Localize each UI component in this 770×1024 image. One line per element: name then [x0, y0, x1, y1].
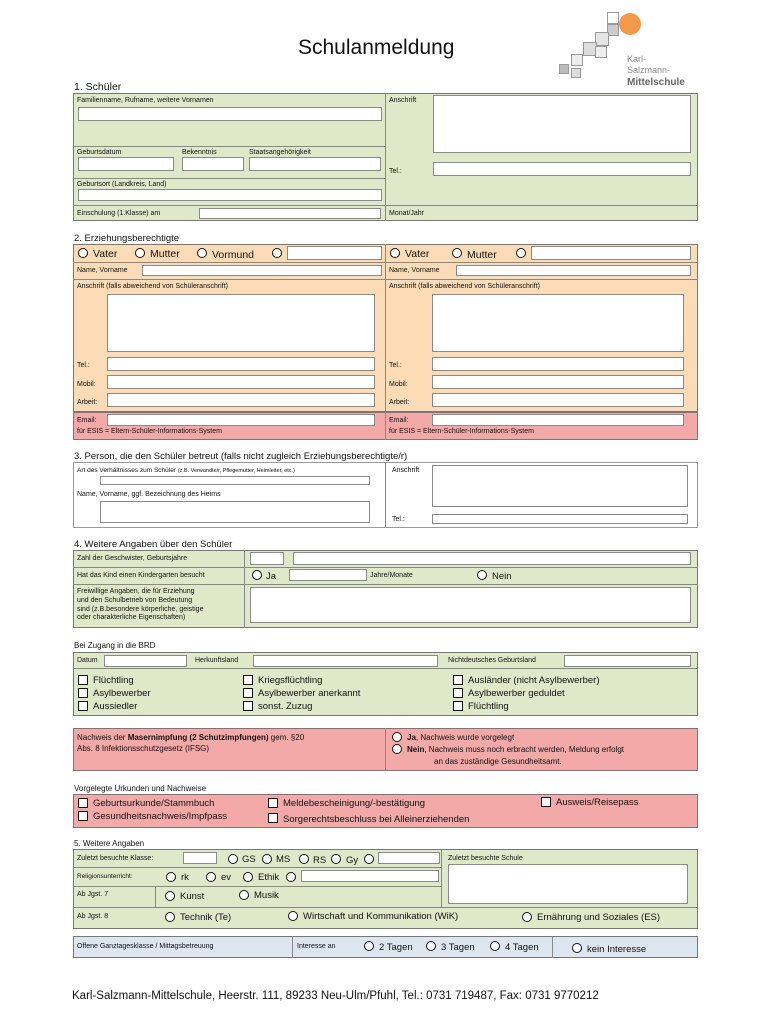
origin-country-field[interactable]	[253, 655, 438, 667]
measles-ja-radio[interactable]	[392, 732, 402, 742]
cb-asylbewerber[interactable]	[78, 688, 88, 698]
cb-asyl-geduldet[interactable]	[453, 688, 463, 698]
nationality-field[interactable]	[249, 157, 381, 171]
last-class-field[interactable]	[183, 852, 217, 864]
cb-ausweis[interactable]	[541, 797, 551, 807]
parent2-phone-field[interactable]	[432, 357, 684, 371]
religion-field[interactable]	[182, 157, 244, 171]
logo-circle-icon	[619, 13, 641, 35]
school-other-field[interactable]	[378, 852, 440, 864]
school-gs-radio[interactable]	[228, 854, 238, 864]
caregiver-relation-field[interactable]	[100, 476, 370, 485]
section-2-heading: 2. Erziehungsberechtigte	[74, 233, 180, 244]
cb-gesundheitsnachweis[interactable]	[78, 811, 88, 821]
care-2days-radio[interactable]	[364, 941, 374, 951]
page-title: Schulanmeldung	[298, 36, 455, 59]
birth-country-field[interactable]	[564, 655, 691, 667]
parent1-mobile-field[interactable]	[107, 375, 375, 389]
cb-meldebescheinigung[interactable]	[268, 798, 278, 808]
kita-duration-field[interactable]	[289, 569, 367, 581]
caregiver-phone-field[interactable]	[432, 514, 688, 524]
parent1-address-field[interactable]	[107, 294, 375, 352]
care-3days-radio[interactable]	[426, 941, 436, 951]
parent2-mutter-radio[interactable]	[452, 248, 462, 258]
parent2-other-field[interactable]	[531, 246, 691, 260]
cb-auslaender[interactable]	[453, 675, 463, 685]
brd-date-field[interactable]	[104, 655, 187, 667]
jgst8-technik-radio[interactable]	[165, 912, 175, 922]
caregiver-address-field[interactable]	[432, 465, 688, 507]
religion-ethik-radio[interactable]	[243, 872, 253, 882]
voluntary-info-field[interactable]	[250, 587, 691, 623]
measles-nein-radio[interactable]	[392, 744, 402, 754]
kita-ja-radio[interactable]	[252, 570, 262, 580]
cb-sonst-zuzug[interactable]	[243, 701, 253, 711]
parent1-vormund-radio[interactable]	[197, 248, 207, 258]
school-gy-radio[interactable]	[331, 854, 341, 864]
parent2-email-field[interactable]	[432, 414, 684, 426]
school-logo: Karl- Salzmann- Mittelschule	[555, 10, 705, 90]
student-phone-field[interactable]	[433, 162, 691, 176]
birthplace-field[interactable]	[78, 189, 382, 201]
jgst8-es-radio[interactable]	[522, 912, 532, 922]
parent2-other-radio[interactable]	[516, 248, 526, 258]
parent1-other-field[interactable]	[287, 246, 382, 260]
section-5-heading: 5. Weitere Angaben	[74, 839, 145, 848]
cb-fluechtling[interactable]	[78, 675, 88, 685]
kita-nein-radio[interactable]	[477, 570, 487, 580]
jgst7-musik-radio[interactable]	[239, 890, 249, 900]
footer-address: Karl-Salzmann-Mittelschule, Heerstr. 111, 89233 Neu-Ulm/Pfuhl, Tel.: 0731 719487, Fax: 0731 9770212	[72, 990, 599, 1002]
religion-other-radio[interactable]	[286, 872, 296, 882]
siblings-count-field[interactable]	[250, 552, 284, 565]
parent1-other-radio[interactable]	[272, 248, 282, 258]
parent1-name-field[interactable]	[142, 265, 382, 276]
caregiver-name-field[interactable]	[100, 501, 370, 523]
school-other-radio[interactable]	[364, 854, 374, 864]
cb-kriegsfluechtling[interactable]	[243, 675, 253, 685]
cb-aussiedler[interactable]	[78, 701, 88, 711]
parent1-mutter-radio[interactable]	[135, 248, 145, 258]
parent2-name-field[interactable]	[456, 265, 691, 276]
section-3-heading: 3. Person, die den Schüler betreut (falls nicht zugleich Erziehungsberechtigte/r)	[74, 451, 408, 462]
birthdate-field[interactable]	[78, 157, 174, 171]
parent1-phone-field[interactable]	[107, 357, 375, 371]
parent2-vater-radio[interactable]	[390, 248, 400, 258]
last-school-field[interactable]	[448, 864, 688, 904]
parent2-work-field[interactable]	[432, 393, 684, 407]
jgst8-wik-radio[interactable]	[288, 911, 298, 921]
religion-other-field[interactable]	[301, 870, 439, 882]
section-1-heading: 1. Schüler	[74, 81, 122, 93]
parent1-email-field[interactable]	[107, 414, 375, 426]
parent2-address-field[interactable]	[432, 294, 684, 352]
parent2-mobile-field[interactable]	[432, 375, 684, 389]
religion-ev-radio[interactable]	[206, 872, 216, 882]
parent1-vater-radio[interactable]	[78, 248, 88, 258]
cb-sorgerecht[interactable]	[268, 813, 278, 823]
care-4days-radio[interactable]	[490, 941, 500, 951]
section-4-heading: 4. Weitere Angaben über den Schüler	[74, 539, 233, 550]
school-ms-radio[interactable]	[262, 854, 272, 864]
cb-fluechtling-2[interactable]	[453, 701, 463, 711]
cb-geburtsurkunde[interactable]	[78, 798, 88, 808]
parent1-work-field[interactable]	[107, 393, 375, 407]
siblings-years-field[interactable]	[293, 552, 691, 565]
cb-asyl-anerkannt[interactable]	[243, 688, 253, 698]
enrollment-date-field[interactable]	[199, 208, 381, 219]
student-address-field[interactable]	[433, 95, 691, 153]
care-none-radio[interactable]	[572, 943, 582, 953]
school-rs-radio[interactable]	[299, 854, 309, 864]
student-name-field[interactable]	[78, 107, 382, 121]
religion-rk-radio[interactable]	[166, 872, 176, 882]
jgst7-kunst-radio[interactable]	[165, 891, 175, 901]
